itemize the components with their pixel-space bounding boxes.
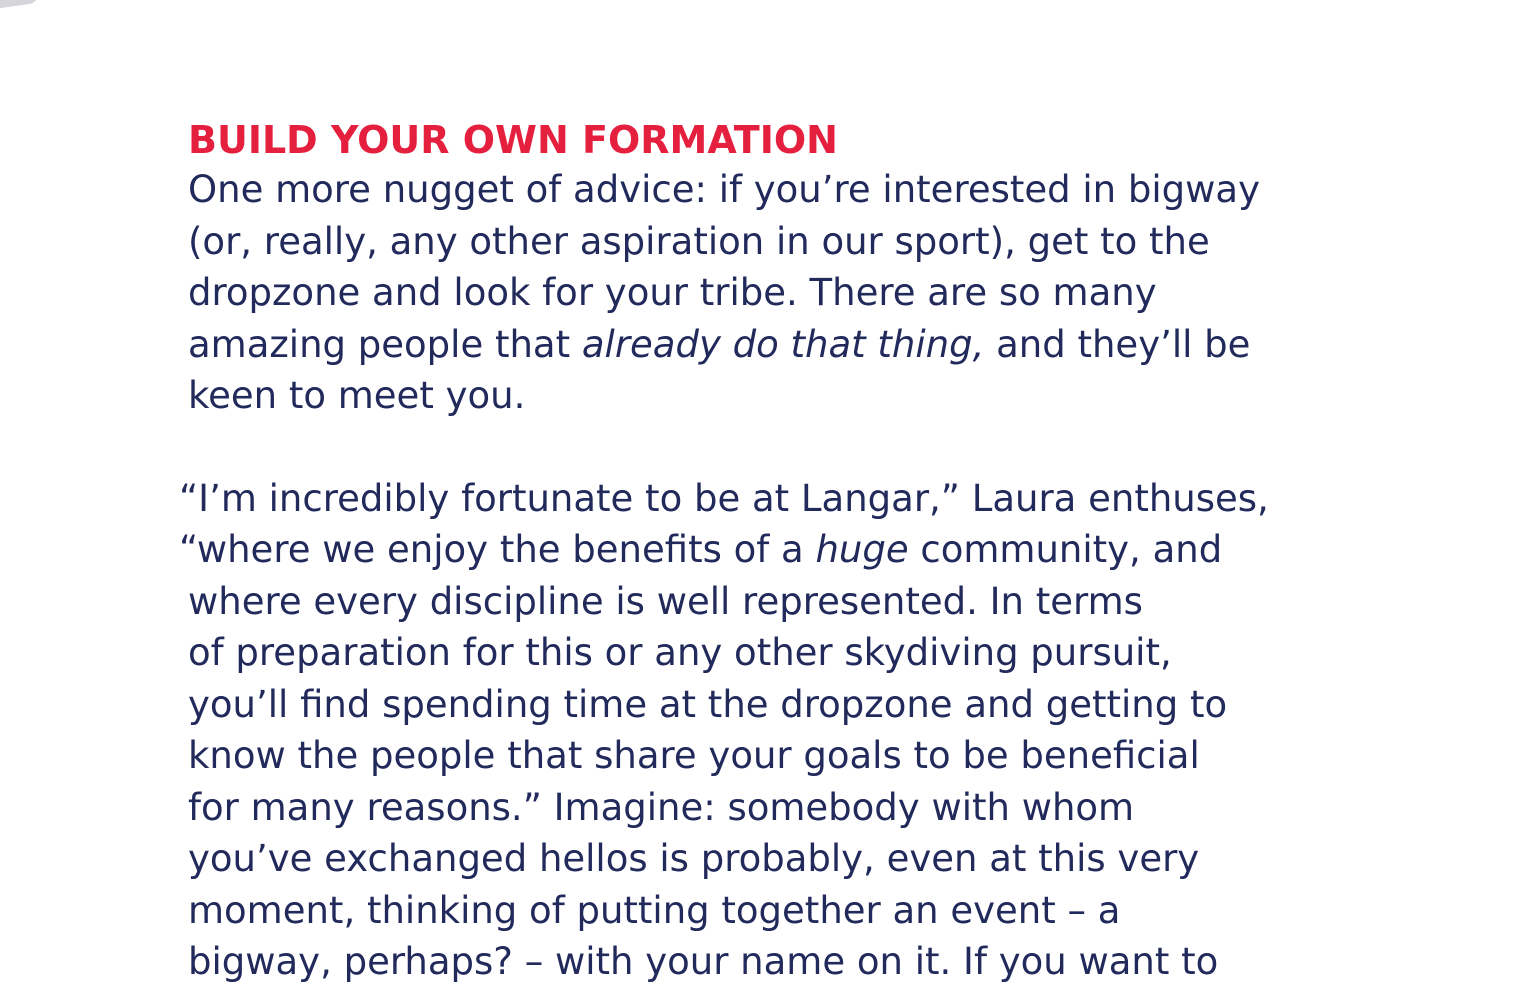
text-line: you’ll find spending time at the dropzone and getting to: [188, 682, 1228, 726]
text-line: bigway, perhaps? – with your name on it. If you want to: [188, 940, 1219, 983]
text-segment: amazing people that: [188, 322, 582, 366]
text-line: for many reasons.” Imagine: somebody with whom: [188, 785, 1135, 829]
text-segment: “where we enjoy the benefits of a: [179, 528, 816, 571]
text-line: dropzone and look for your tribe. There are so many: [188, 271, 1157, 314]
text-line: you’ve exchanged hellos is probably, even at this very: [188, 837, 1200, 880]
text-line: One more nugget of advice: if you’re interested in bigway: [188, 168, 1260, 211]
text-line: moment, thinking of putting together an event – a: [188, 888, 1121, 932]
text-line: [179, 524, 1388, 576]
emphasis-text: huge: [815, 528, 909, 571]
text-line: where every discipline is well represented. In terms: [188, 579, 1143, 623]
text-line: “I’m incredibly fortunate to be at Langar,” Laura enthuses,: [179, 476, 1269, 520]
text-line: of preparation for this or any other skydiving pursuit,: [188, 631, 1172, 674]
text-line: (or, really, any other aspiration in our sport), get to the: [188, 219, 1210, 263]
section-heading: BUILD YOUR OWN FORMATION: [188, 118, 838, 162]
text-line: know the people that share your goals to be beneficial: [188, 734, 1200, 777]
page-corner-decoration: [0, 0, 41, 9]
text-segment: and they’ll be: [984, 322, 1251, 366]
paragraph-quote: [179, 473, 1388, 988]
paragraph-advice: [188, 164, 1388, 422]
text-line: keen to meet you.: [188, 374, 526, 417]
emphasis-text: already do that thing,: [581, 322, 985, 366]
article-section: [179, 116, 1388, 988]
text-line: [188, 319, 1388, 371]
text-segment: community, and: [908, 528, 1223, 571]
paragraph-spacer: [188, 422, 1388, 473]
